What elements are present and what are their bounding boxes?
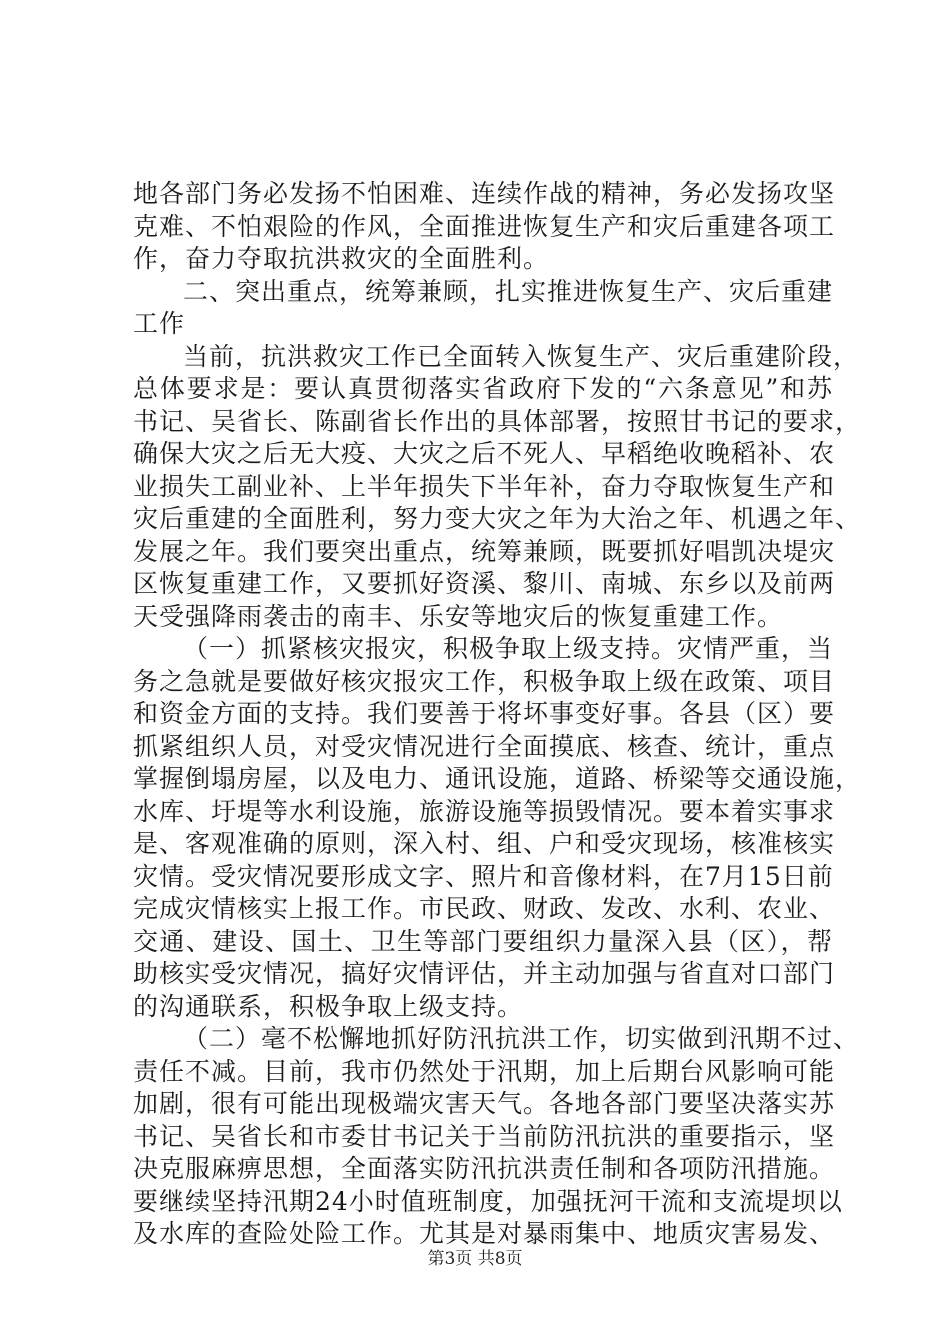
text-line: 要继续坚持汛期24小时值班制度，加强抚河干流和支流堤坝以: [133, 1186, 843, 1216]
text-line: 助核实受灾情况，搞好灾情评估，并主动加强与省直对口部门: [133, 959, 836, 988]
text-line: （二）毫不松懈地抓好防汛抗洪工作，切实做到汛期不过、: [183, 1024, 860, 1053]
text-line: 掌握倒塌房屋，以及电力、通讯设施，道路、桥梁等交通设施，: [133, 764, 862, 793]
page-footer: [0, 1244, 950, 1269]
text-line: 责任不减。目前，我市仍然处于汛期，加上后期台风影响可能: [133, 1056, 836, 1086]
text-line: 是、客观准确的原则，深入村、组、户和受灾现场，核准核实: [133, 829, 836, 858]
text-line: 的沟通联系，积极争取上级支持。: [133, 991, 524, 1021]
text-line: 天受强降雨袭击的南丰、乐安等地灾后的恢复重建工作。: [133, 601, 784, 631]
document-body: [133, 178, 862, 1251]
text-line: 灾后重建的全面胜利，努力变大灾之年为大治之年、机遇之年、: [133, 504, 862, 533]
text-line: 完成灾情核实上报工作。市民政、财政、发改、水利、农业、: [133, 894, 836, 923]
text-line: 地各部门务必发扬不怕困难、连续作战的精神，务必发扬攻坚: [133, 179, 836, 208]
text-line: 当前，抗洪救灾工作已全面转入恢复生产、灾后重建阶段，: [183, 341, 860, 371]
page-number-label: 第3页 共8页: [427, 1249, 523, 1269]
text-line: 业损失工副业补、上半年损失下半年补，奋力夺取恢复生产和: [133, 471, 836, 501]
text-line: 书记、吴省长和市委甘书记关于当前防汛抗洪的重要指示，坚: [133, 1121, 836, 1151]
text-line: 及水库的查险处险工作。尤其是对暴雨集中、地质灾害易发、: [133, 1219, 836, 1248]
text-line: 和资金方面的支持。我们要善于将坏事变好事。各县（区）要: [133, 699, 836, 728]
text-line: 发展之年。我们要突出重点，统筹兼顾，既要抓好唱凯决堤灾: [133, 536, 836, 566]
text-line: 总体要求是：要认真贯彻落实省政府下发的“六条意见”和苏: [133, 374, 833, 403]
text-line: 交通、建设、国土、卫生等部门要组织力量深入县（区），帮: [133, 926, 833, 956]
text-line: 克难、不怕艰险的作风，全面推进恢复生产和灾后重建各项工: [133, 211, 836, 241]
text-line: （一）抓紧核灾报灾，积极争取上级支持。灾情严重，当: [183, 634, 834, 663]
text-line: 区恢复重建工作，又要抓好资溪、黎川、南城、东乡以及前两: [133, 569, 836, 598]
text-line: 务之急就是要做好核灾报灾工作，积极争取上级在政策、项目: [133, 666, 836, 696]
text-line: 作，奋力夺取抗洪救灾的全面胜利。: [133, 244, 550, 273]
text-line: 抓紧组织人员，对受灾情况进行全面摸底、核查、统计，重点: [133, 731, 836, 761]
text-line: 灾情。受灾情况要形成文字、照片和音像材料，在7月15日前: [133, 861, 834, 891]
text-line: 工作: [133, 309, 186, 338]
text-line: 二、突出重点，统筹兼顾，扎实推进恢复生产、灾后重建: [183, 276, 834, 306]
text-line: 水库、圩堤等水利设施，旅游设施等损毁情况。要本着实事求: [133, 796, 836, 826]
text-line: 加剧，很有可能出现极端灾害天气。各地各部门要坚决落实苏: [133, 1089, 836, 1118]
text-line: 确保大灾之后无大疫、大灾之后不死人、早稻绝收晚稻补、农: [133, 439, 836, 468]
text-line: 书记、吴省长、陈副省长作出的具体部署，按照甘书记的要求，: [133, 406, 862, 436]
text-line: 决克服麻痹思想，全面落实防汛抗洪责任制和各项防汛措施。: [133, 1154, 836, 1183]
